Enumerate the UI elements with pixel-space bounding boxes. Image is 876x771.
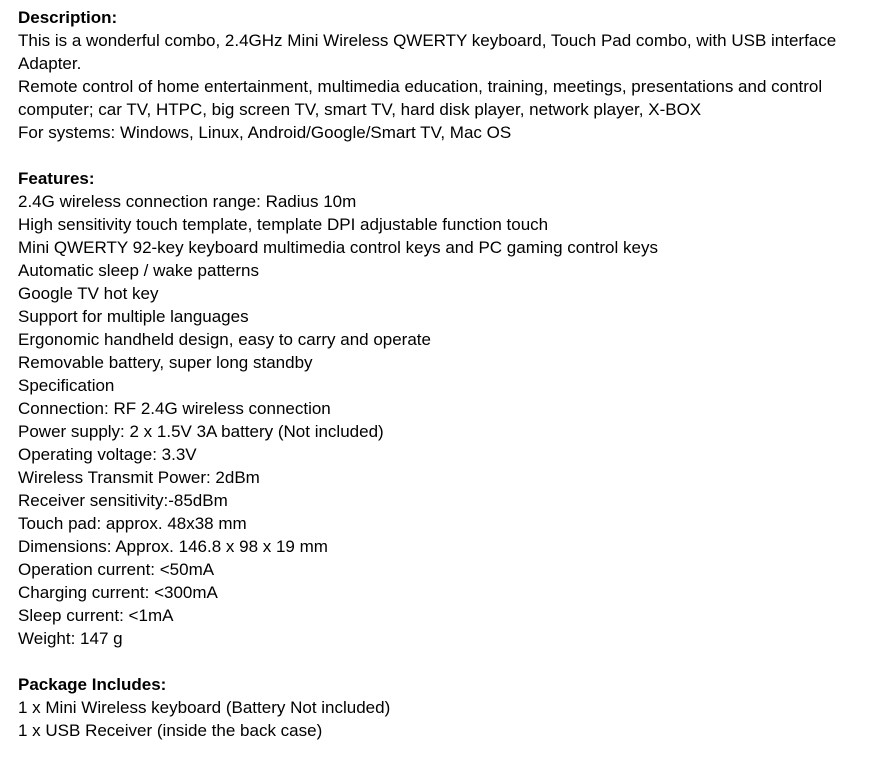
- text-line: Operation current: <50mA: [18, 560, 215, 579]
- text-line: Receiver sensitivity:-85dBm: [18, 491, 228, 510]
- text-line: This is a wonderful combo, 2.4GHz Mini Wireless QWERTY keyboard, Touch Pad combo, with USB interface Adapter.: [18, 31, 841, 73]
- text-line: Google TV hot key: [18, 284, 159, 303]
- text-line: Dimensions: Approx. 146.8 x 98 x 19 mm: [18, 537, 328, 556]
- section-heading: Package Includes:: [18, 675, 167, 694]
- text-line: Automatic sleep / wake patterns: [18, 261, 259, 280]
- section-heading: Features:: [18, 169, 95, 188]
- text-line: For systems: Windows, Linux, Android/Google/Smart TV, Mac OS: [18, 123, 512, 142]
- document-body: [18, 6, 864, 742]
- text-line: Connection: RF 2.4G wireless connection: [18, 399, 331, 418]
- section-package-includes: [18, 673, 864, 742]
- text-line: 1 x Mini Wireless keyboard (Battery Not included): [18, 698, 391, 717]
- section-description: [18, 6, 864, 144]
- text-line: High sensitivity touch template, template DPI adjustable function touch: [18, 215, 549, 234]
- text-line: 2.4G wireless connection range: Radius 10m: [18, 192, 357, 211]
- text-line: Remote control of home entertainment, multimedia education, training, meetings, presentations and control computer; car TV, HTPC, big screen TV, smart TV, hard disk player, network player, X-BOX: [18, 77, 827, 119]
- text-line: 1 x USB Receiver (inside the back case): [18, 721, 323, 740]
- text-line: Mini QWERTY 92-key keyboard multimedia control keys and PC gaming control keys: [18, 238, 658, 257]
- text-line: Power supply: 2 x 1.5V 3A battery (Not included): [18, 422, 384, 441]
- text-line: Ergonomic handheld design, easy to carry and operate: [18, 330, 431, 349]
- text-line: Wireless Transmit Power: 2dBm: [18, 468, 260, 487]
- text-line: Removable battery, super long standby: [18, 353, 313, 372]
- text-line: Touch pad: approx. 48x38 mm: [18, 514, 247, 533]
- text-line: Specification: [18, 376, 115, 395]
- text-line: Support for multiple languages: [18, 307, 249, 326]
- text-line: Charging current: <300mA: [18, 583, 218, 602]
- section-features: [18, 167, 864, 650]
- section-heading: Description:: [18, 8, 118, 27]
- text-line: Sleep current: <1mA: [18, 606, 174, 625]
- text-line: Weight: 147 g: [18, 629, 123, 648]
- text-line: Operating voltage: 3.3V: [18, 445, 197, 464]
